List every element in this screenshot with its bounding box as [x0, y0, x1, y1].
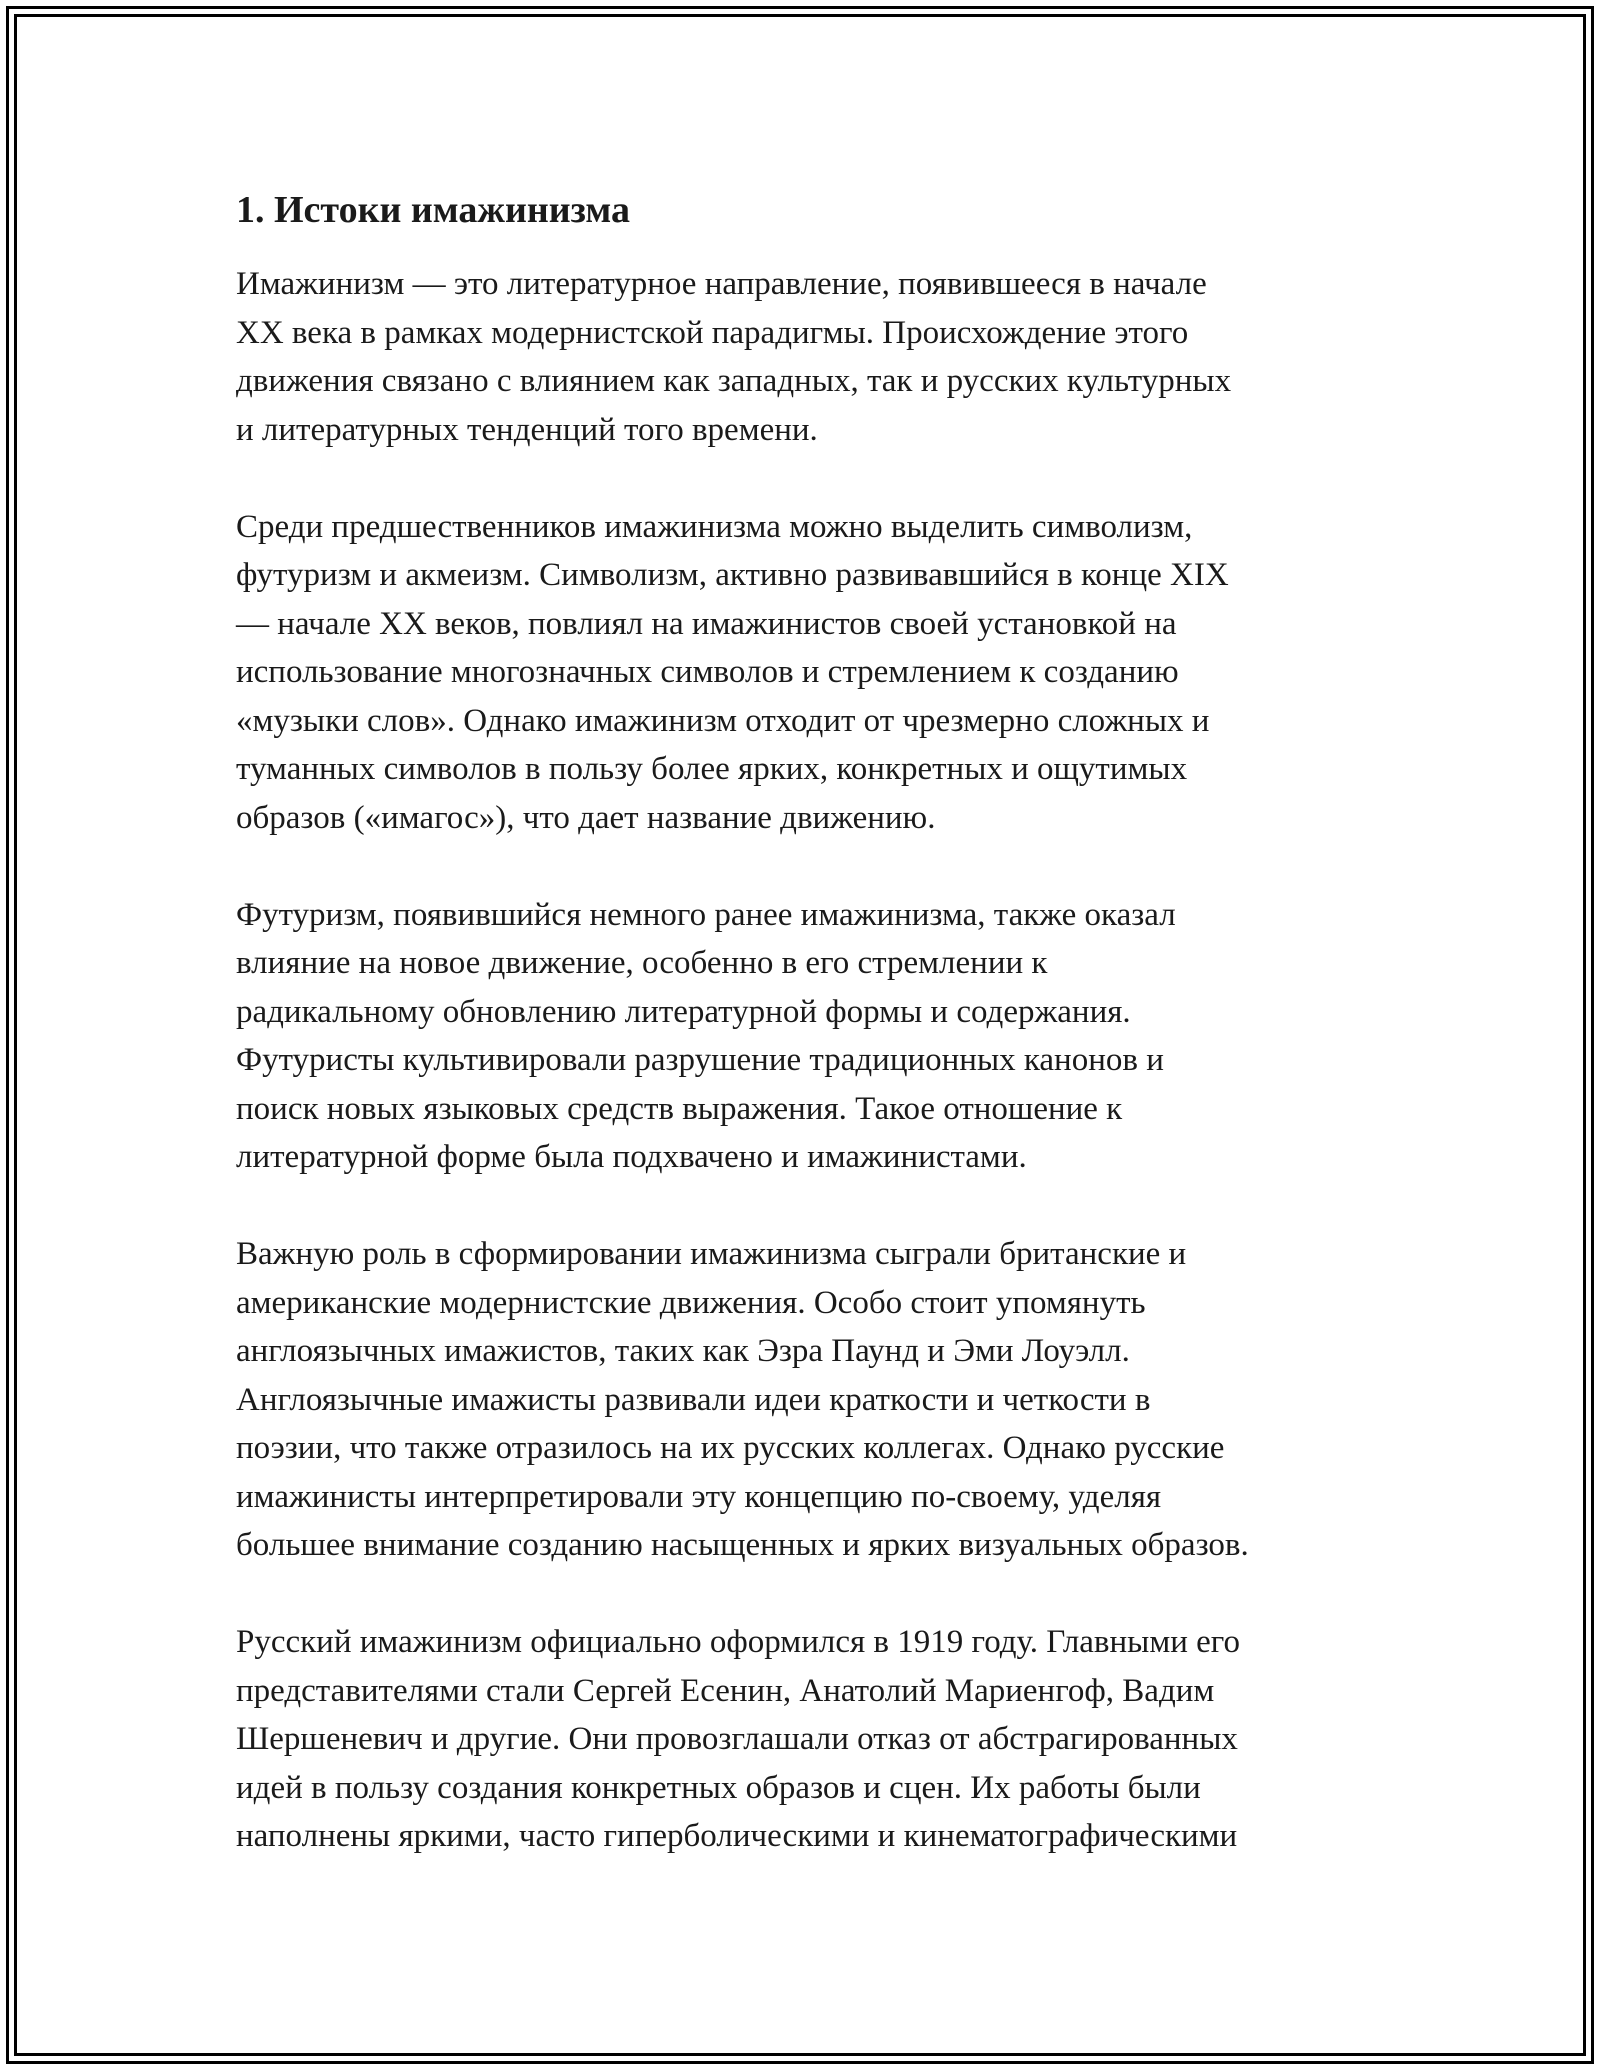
text-line: имажинисты интерпретировали эту концепцию по-своему, уделяя [236, 1478, 1162, 1515]
document-body [236, 186, 1396, 1909]
text-line: образов («имагос»), что дает название движению. [236, 799, 936, 836]
text-line: Шершеневич и другие. Они провозглашали отказ от абстрагированных [236, 1721, 1238, 1757]
text-line: движения связано с влиянием как западных, так и русских культурных [236, 363, 1232, 399]
text-line: литературной форме была подхвачено и имажинистами. [236, 1139, 1027, 1175]
paragraph-russian-imaginism [236, 1618, 1396, 1861]
text-line: представителями стали Сергей Есенин, Анатолий Мариенгоф, Вадим [236, 1672, 1215, 1709]
text-line: большее внимание созданию насыщенных и ярких визуальных образов. [236, 1527, 1249, 1563]
text-line: идей в пользу создания конкретных образов и сцен. Их работы были [236, 1769, 1201, 1806]
text-line: Важную роль в сформировании имажинизма сыграли британские и [236, 1236, 1187, 1272]
paragraph-futurism [236, 891, 1396, 1182]
paragraph-intro [236, 260, 1396, 454]
text-line: использование многозначных символов и стремлением к созданию [236, 654, 1179, 690]
text-line: Англоязычные имажисты развивали идеи краткости и четкости в [236, 1381, 1151, 1418]
text-line: поиск новых языковых средств выражения. Такое отношение к [236, 1090, 1123, 1127]
text-line: радикальному обновлению литературной формы и содержания. [236, 993, 1131, 1030]
text-line: — начале XX веков, повлиял на имажинистов своей установкой на [236, 605, 1177, 642]
text-line: футуризм и акмеизм. Символизм, активно развивавшийся в конце XIX [236, 557, 1229, 593]
text-line: наполнены яркими, часто гиперболическими и кинематографическими [236, 1818, 1238, 1854]
text-line: Футуризм, появившийся немного ранее имажинизма, также оказал [236, 896, 1176, 933]
text-line: туманных символов в пользу более ярких, конкретных и ощутимых [236, 751, 1188, 787]
text-line: Футуристы культивировали разрушение традиционных канонов и [236, 1042, 1164, 1078]
text-line: XX века в рамках модернистской парадигмы. Происхождение этого [236, 314, 1189, 351]
text-line: англоязычных имажистов, таких как Эзра Паунд и Эми Лоуэлл. [236, 1333, 1130, 1369]
text-line: Русский имажинизм официально оформился в 1919 году. Главными его [236, 1624, 1241, 1660]
text-line: поэзии, что также отразилось на их русских коллегах. Однако русские [236, 1430, 1225, 1466]
text-line: американские модернистские движения. Особо стоит упомянуть [236, 1284, 1146, 1321]
paragraph-predecessors [236, 503, 1396, 843]
text-line: Имажинизм — это литературное направление, появившееся в начале [236, 266, 1207, 302]
paragraph-imagists [236, 1230, 1396, 1570]
text-line: «музыки слов». Однако имажинизм отходит от чрезмерно сложных и [236, 702, 1210, 739]
text-line: влияние на новое движение, особенно в его стремлении к [236, 945, 1048, 981]
section-heading: 1. Истоки имажинизма [236, 189, 630, 231]
text-line: Среди предшественников имажинизма можно выделить символизм, [236, 508, 1193, 545]
text-line: и литературных тенденций того времени. [236, 411, 818, 448]
